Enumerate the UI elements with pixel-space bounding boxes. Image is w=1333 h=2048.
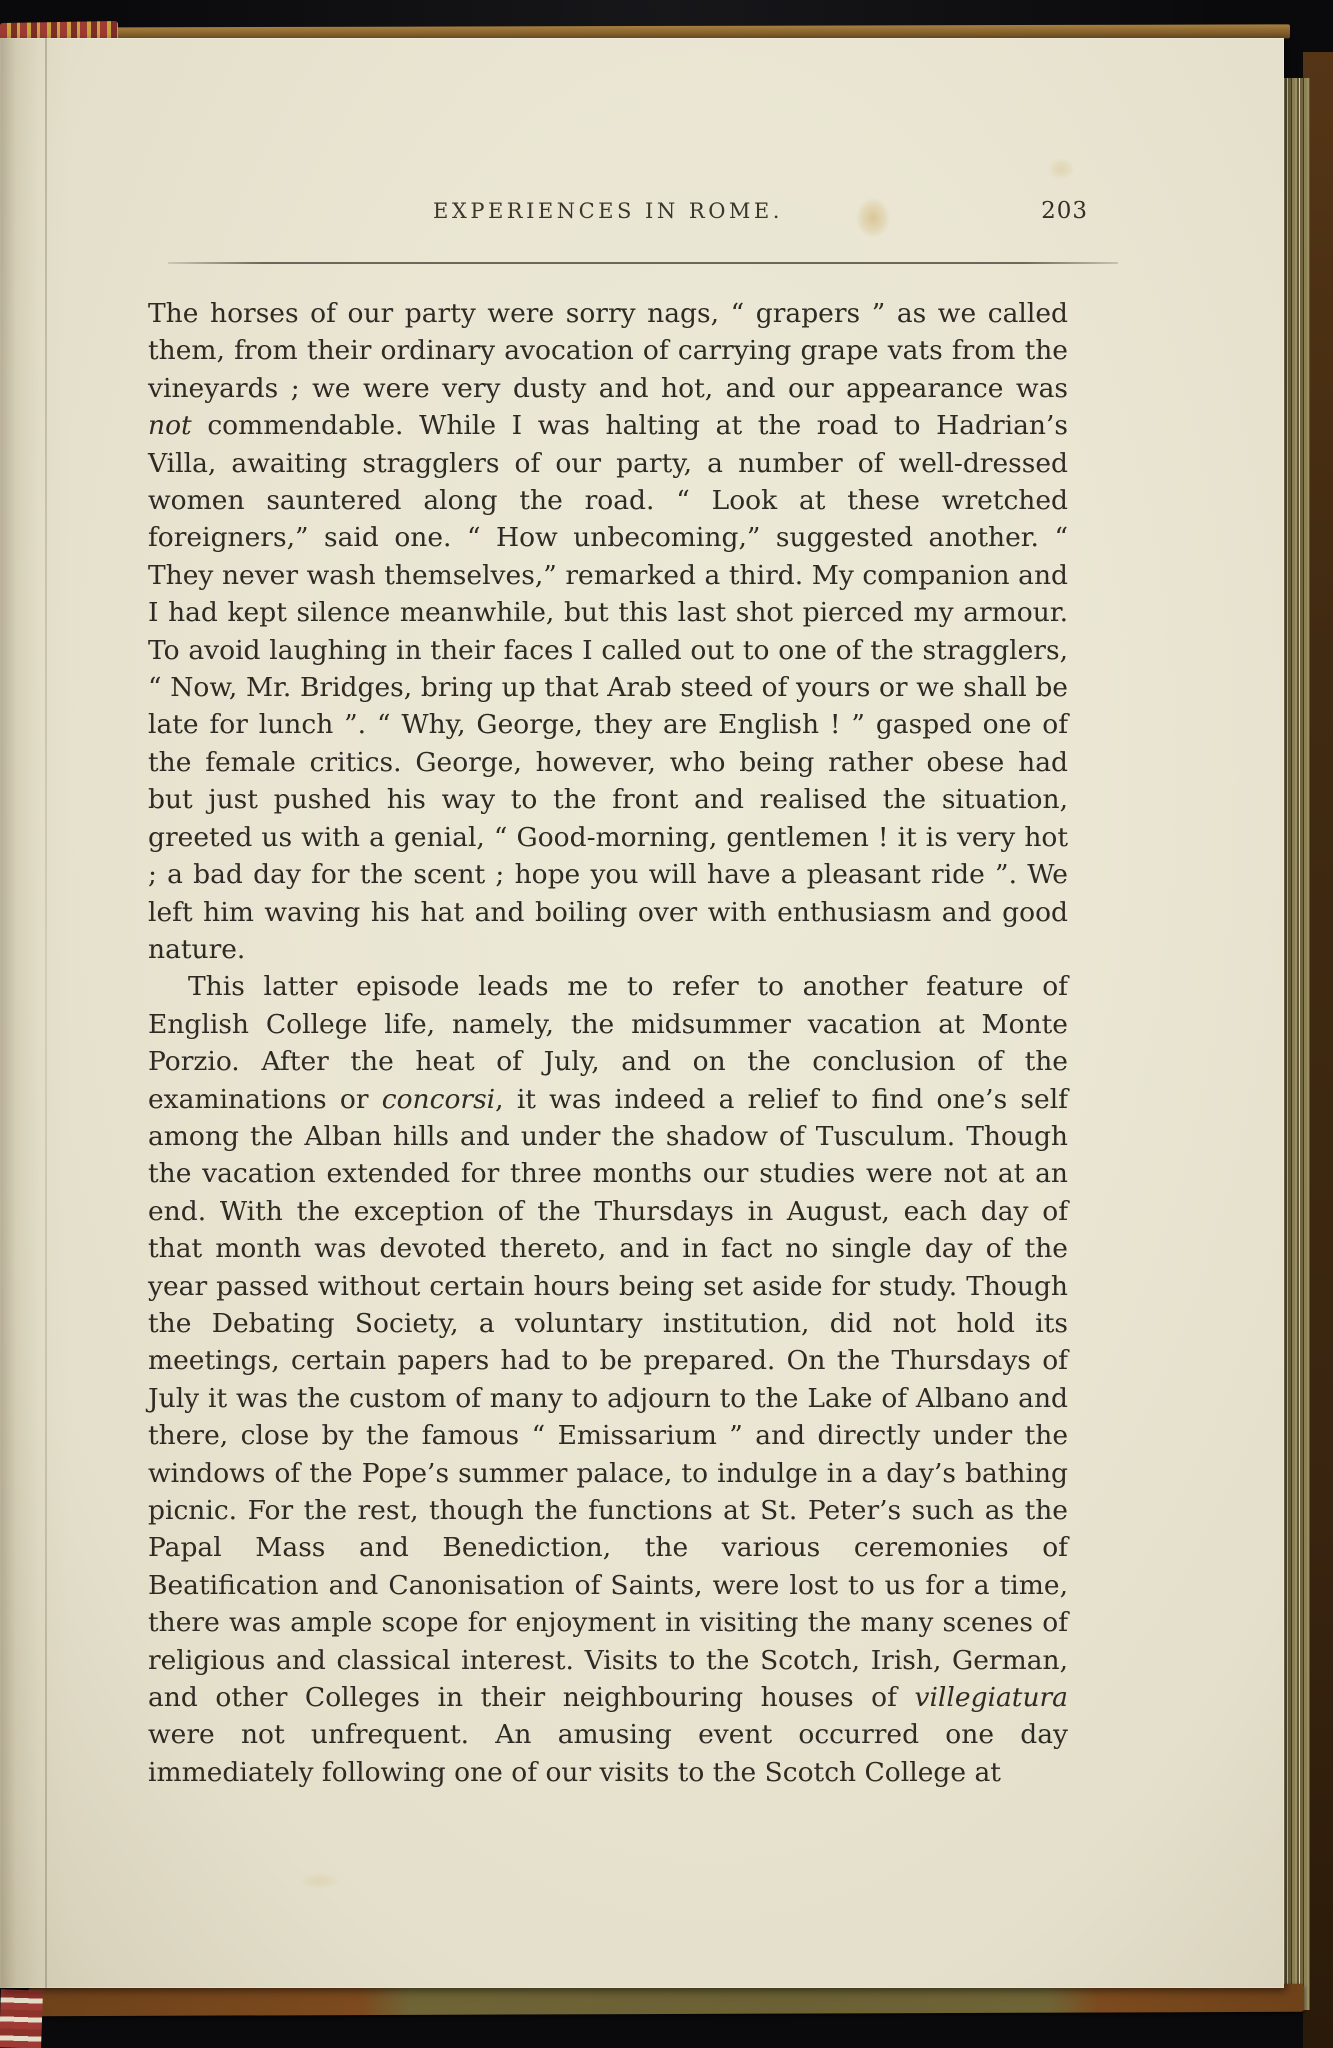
- book-page: [0, 38, 1284, 1988]
- book-cover-edge-bottom: [28, 1984, 1304, 2016]
- text-segment: This latter episode leads me to refer to another feature of English College life, namely, the midsummer vacation at Monte Porzio. After the heat of July, and on the conclusion of the examinations or: [148, 971, 1068, 1115]
- italic-text: villegiatura: [914, 1682, 1068, 1714]
- endband-bottom: [0, 1989, 43, 2048]
- running-head: EXPERIENCES IN ROME.: [433, 199, 783, 223]
- gutter-fold-line: [45, 38, 47, 1988]
- fore-edge-pages: [1283, 78, 1310, 2010]
- gutter-shadow: [0, 38, 70, 1988]
- text-segment: commendable. While I was halting at the road to Hadrian’s Villa, awaiting stragglers of our party, a number of well-dressed women sauntered along the road. “ Look at these wretched foreigners,” said one. “ How unbecoming,” suggested another. “ They never wash themselves,” remarked a third. My companion and I had kept silence meanwhile, but this last shot pierced my armour. To avoid laughing in their faces I called out to one of the stragglers, “ Now, Mr. Bridges, bring up that Arab steed of yours or we shall be late for lunch ”. “ Why, George, they are English ! ” gasped one of the female critics. George, however, who being rather obese had but just pushed his way to the front and realised the situation, greeted us with a genial, “ Good-morning, gentlemen ! it is very hot ; a bad day for the scent ; hope you will have a pleasant ride ”. We left him waving his hat and boiling over with enthusiasm and good nature.: [148, 410, 1068, 965]
- page-body-text: [148, 295, 1068, 1791]
- header-rule: [168, 262, 1118, 264]
- text-segment: The horses of our party were sorry nags, “ grapers ” as we called them, from their ordinary avocation of carrying grape vats from the vineyards ; we were very dusty and hot, and our appearance was: [148, 298, 1068, 404]
- foxing-stain: [300, 1873, 340, 1889]
- italic-text: concorsi: [381, 1083, 496, 1115]
- text-segment: were not unfrequent. An amusing event occurred one day immediately following one of our visits to the Scotch College at: [148, 1719, 1068, 1788]
- text-segment: , it was indeed a relief to find one’s self among the Alban hills and under the shadow of Tusculum. Though the vacation extended for three months our studies were not at an end. With the exception of the Thursdays in August, each day of that month was devoted thereto, and in fact no single day of the year passed without certain hours being set aside for study. Though the Debating Society, a voluntary institution, did not hold its meetings, certain papers had to be prepared. On the Thursdays of July it was the custom of many to adjourn to the Lake of Albano and there, close by the famous “ Emissarium ” and directly under the windows of the Pope’s summer palace, to indulge in a day’s bathing picnic. For the rest, though the functions at St. Peter’s such as the Papal Mass and Benediction, the various ceremonies of Beatification and Canonisation of Saints, were lost to us for a time, there was ample scope for enjoyment in visiting the many scenes of religious and classical interest. Visits to the Scotch, Irish, German, and other Colleges in their neighbouring houses of: [148, 1083, 1068, 1714]
- page-number: 203: [1041, 198, 1088, 224]
- italic-text: not: [148, 410, 192, 442]
- paragraph: [148, 295, 1068, 968]
- foxing-stain: [1048, 158, 1074, 180]
- paragraph: [148, 968, 1068, 1791]
